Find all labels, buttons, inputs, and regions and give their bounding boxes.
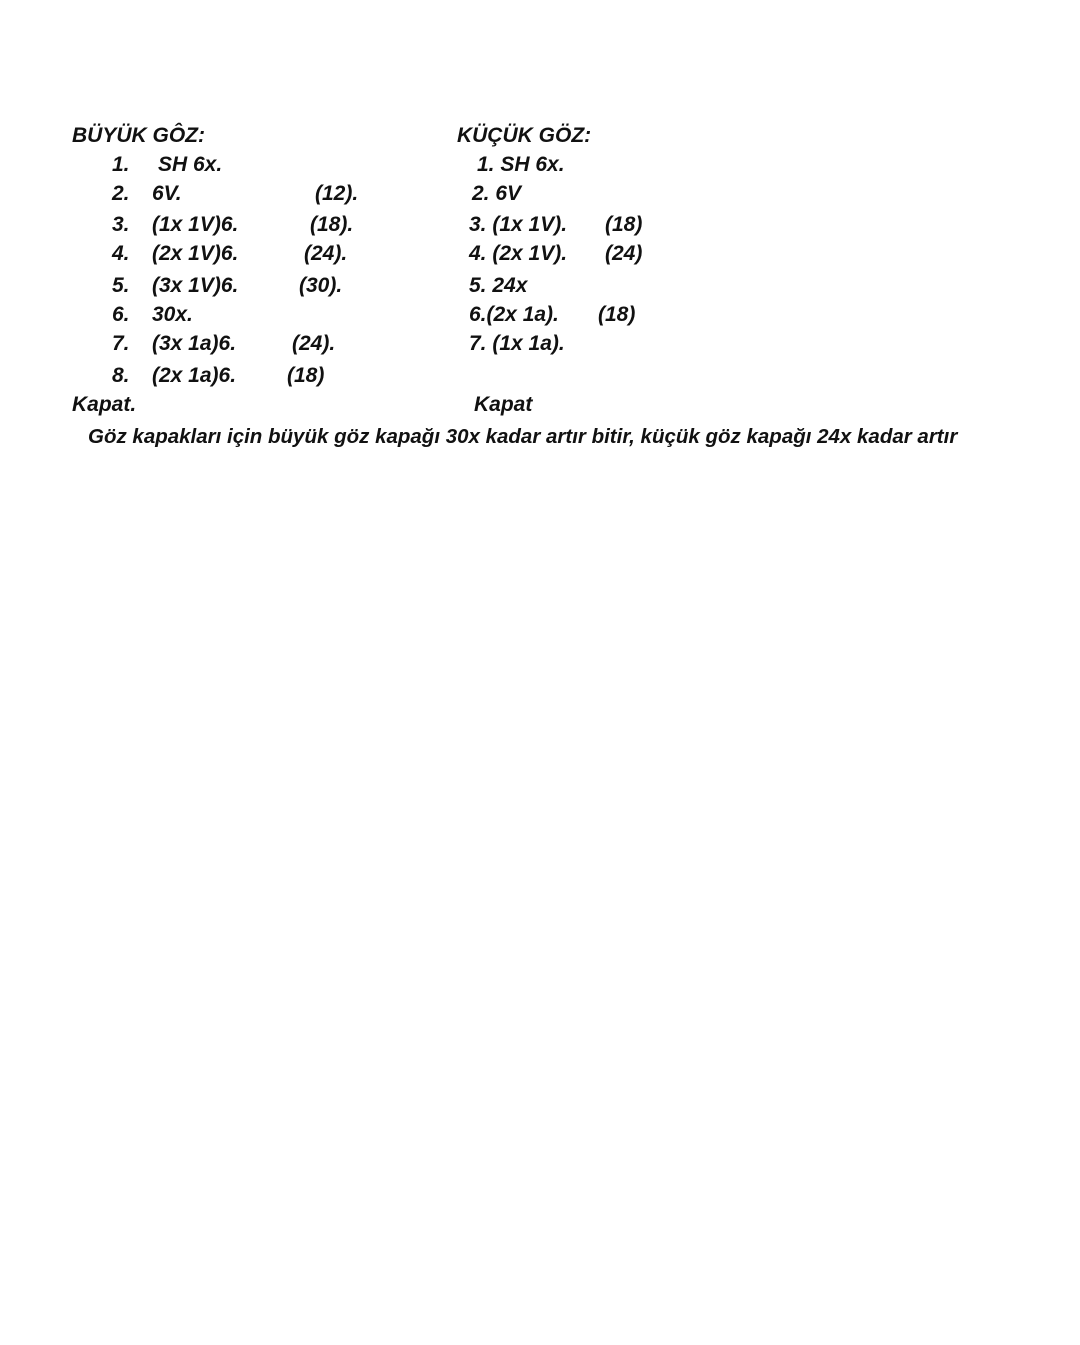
row-instruction: (3x 1V)6. (152, 274, 239, 297)
row-number: 3. (112, 213, 130, 236)
row-instruction: 4. (2x 1V). (469, 242, 568, 265)
row-instruction: 7. (1x 1a). (469, 332, 565, 355)
row-instruction: (1x 1V)6. (152, 213, 239, 236)
row-instruction: (2x 1V)6. (152, 242, 239, 265)
big-eye-close: Kapat. (72, 393, 137, 416)
row-number: 7. (112, 332, 130, 355)
row-instruction: 5. 24x (469, 274, 528, 297)
small-eye-title: KÜÇÜK GÖZ: (457, 124, 592, 147)
row-stitch-count: (18) (287, 364, 325, 387)
row-stitch-count: (12). (315, 182, 359, 205)
row-stitch-count: (18) (598, 303, 636, 326)
row-instruction: 1. SH 6x. (477, 153, 565, 176)
row-stitch-count: (30). (299, 274, 343, 297)
row-number: 5. (112, 274, 130, 297)
row-stitch-count: (18) (605, 213, 643, 236)
row-instruction: 6V. (152, 182, 182, 205)
row-stitch-count: (18). (310, 213, 354, 236)
row-instruction: 2. 6V (472, 182, 522, 205)
row-stitch-count: (24). (304, 242, 348, 265)
row-instruction: 30x. (152, 303, 193, 326)
row-number: 4. (112, 242, 130, 265)
row-number: 6. (112, 303, 130, 326)
row-stitch-count: (24) (605, 242, 643, 265)
row-instruction: (2x 1a)6. (152, 364, 237, 387)
eyelid-note: Göz kapakları için büyük göz kapağı 30x kadar artır bitir, küçük göz kapağı 24x kadar artır (88, 425, 958, 448)
row-number: 8. (112, 364, 130, 387)
row-number: 1. (112, 153, 130, 176)
row-instruction: 6.(2x 1a). (469, 303, 559, 326)
row-instruction: 3. (1x 1V). (469, 213, 568, 236)
row-stitch-count: (24). (292, 332, 336, 355)
row-number: 2. (112, 182, 130, 205)
row-instruction: SH 6x. (158, 153, 223, 176)
big-eye-title: BÜYÜK GÔZ: (72, 124, 205, 147)
row-instruction: (3x 1a)6. (152, 332, 237, 355)
small-eye-close: Kapat (474, 393, 533, 416)
